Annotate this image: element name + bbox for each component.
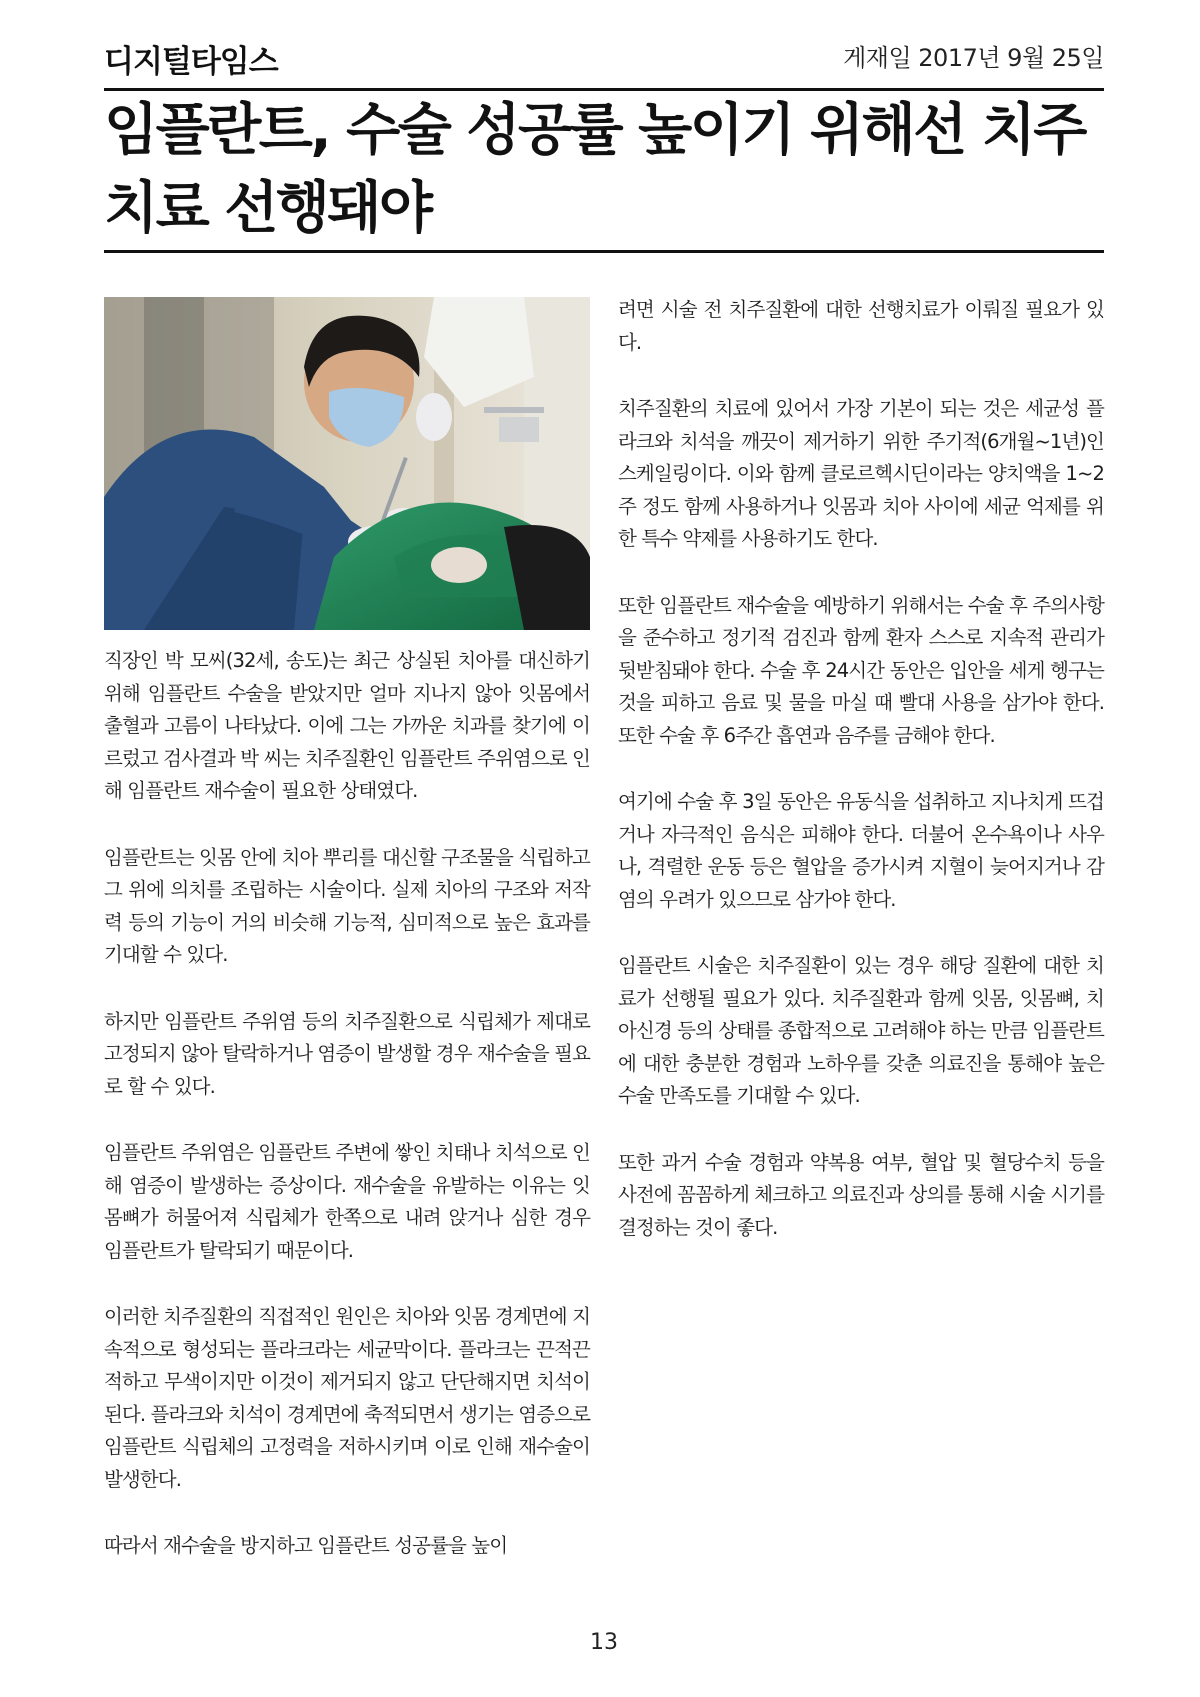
article-title: 임플란트, 수술 성공률 높이기 위해선 치주 치료 선행돼야	[104, 98, 1085, 241]
paragraph: 또한 임플란트 재수술을 예방하기 위해서는 수술 후 주의사항을 준수하고 정기적 검진과 함께 환자 스스로 지속적 관리가 뒷받침돼야 한다. 수술 후 24시간 동안은 입안을 세게 헹구는 것을 피하고 음료 및 물을 마실 때 빨대 사용을 삼가야 한다. 또한 수술 후 6주간 흡연과 음주를 금해야 한다.	[618, 593, 1104, 747]
paragraph: 려면 시술 전 치주질환에 대한 선행치료가 이뤄질 필요가 있다.	[618, 298, 1104, 354]
paragraph: 치주질환의 치료에 있어서 가장 기본이 되는 것은 세균성 플라크와 치석을 깨끗이 제거하기 위한 주기적(6개월~1년)인 스케일링이다. 이와 함께 클로르헥시딘이라는 양치액을 1~2주 정도 함께 사용하거나 잇몸과 치아 사이에 세균 억제를 위한 특수 약제를 사용하기도 한다.	[618, 397, 1104, 550]
dentist-treating-patient-image	[104, 297, 590, 630]
top-divider	[104, 88, 1104, 91]
paragraph: 임플란트 시술은 치주질환이 있는 경우 해당 질환에 대한 치료가 선행될 필요가 있다. 치주질환과 함께 잇몸, 잇몸뼈, 치아신경 등의 상태를 종합적으로 고려해야 하는 만큼 임플란트에 대한 충분한 경험과 노하우를 갖춘 의료진을 통해야 높은 수술 만족도를 기대할 수 있다.	[618, 954, 1104, 1107]
article-photo	[104, 297, 590, 630]
paragraph: 이러한 치주질환의 직접적인 원인은 치아와 잇몸 경계면에 지속적으로 형성되는 플라크라는 세균막이다. 플라크는 끈적끈적하고 무색이지만 이것이 제거되지 않고 단단해지면 치석이 된다. 플라크와 치석이 경계면에 축적되면서 생기는 염증으로 임플란트 식립체의 고정력을 저하시키며 이로 인해 재수술이 발생한다.	[104, 1305, 590, 1491]
article-column-right	[618, 294, 1104, 1278]
paragraph: 임플란트 주위염은 임플란트 주변에 쌓인 치태나 치석으로 인해 염증이 발생하는 증상이다. 재수술을 유발하는 이유는 잇몸뼈가 허물어져 식립체가 한쪽으로 내려 앉거나 심한 경우 임플란트가 탈락되기 때문이다.	[104, 1141, 590, 1262]
page-number: 13	[590, 1630, 618, 1655]
paragraph: 따라서 재수술을 방지하고 임플란트 성공률을 높이	[104, 1534, 508, 1557]
paragraph: 여기에 수술 후 3일 동안은 유동식을 섭취하고 지나치게 뜨겁거나 자극적인 음식은 피해야 한다. 더불어 온수욕이나 사우나, 격렬한 운동 등은 혈압을 증가시켜 지혈이 늦어지거나 감염의 우려가 있으므로 삼가야 한다.	[618, 790, 1104, 911]
publication-date: 게재일 2017년 9월 25일	[843, 44, 1104, 72]
paragraph: 직장인 박 모씨(32세, 송도)는 최근 상실된 치아를 대신하기 위해 임플란트 수술을 받았지만 얼마 지나지 않아 잇몸에서 출혈과 고름이 나타났다. 이에 그는 가까운 치과를 찾기에 이르렀고 검사결과 박 씨는 치주질환인 임플란트 주위염으로 인해 임플란트 재수술이 필요한 상태였다.	[104, 649, 590, 802]
paragraph: 또한 과거 수술 경험과 약복용 여부, 혈압 및 혈당수치 등을 사전에 꼼꼼하게 체크하고 의료진과 상의를 통해 시술 시기를 결정하는 것이 좋다.	[618, 1150, 1104, 1239]
paragraph: 임플란트는 잇몸 안에 치아 뿌리를 대신할 구조물을 식립하고 그 위에 의치를 조립하는 시술이다. 실제 치아의 구조와 저작력 등의 기능이 거의 비슷해 기능적, 심미적으로 높은 효과를 기대할 수 있다.	[104, 845, 590, 966]
title-divider	[104, 250, 1104, 253]
masthead	[104, 30, 1104, 80]
article-column-left	[104, 645, 590, 1597]
paragraph: 하지만 임플란트 주위염 등의 치주질환으로 식립체가 제대로 고정되지 않아 탈락하거나 염증이 발생할 경우 재수술을 필요로 할 수 있다.	[104, 1009, 590, 1098]
publication-logo: 디지털타임스	[104, 44, 278, 80]
newspaper-page	[104, 0, 1104, 1697]
